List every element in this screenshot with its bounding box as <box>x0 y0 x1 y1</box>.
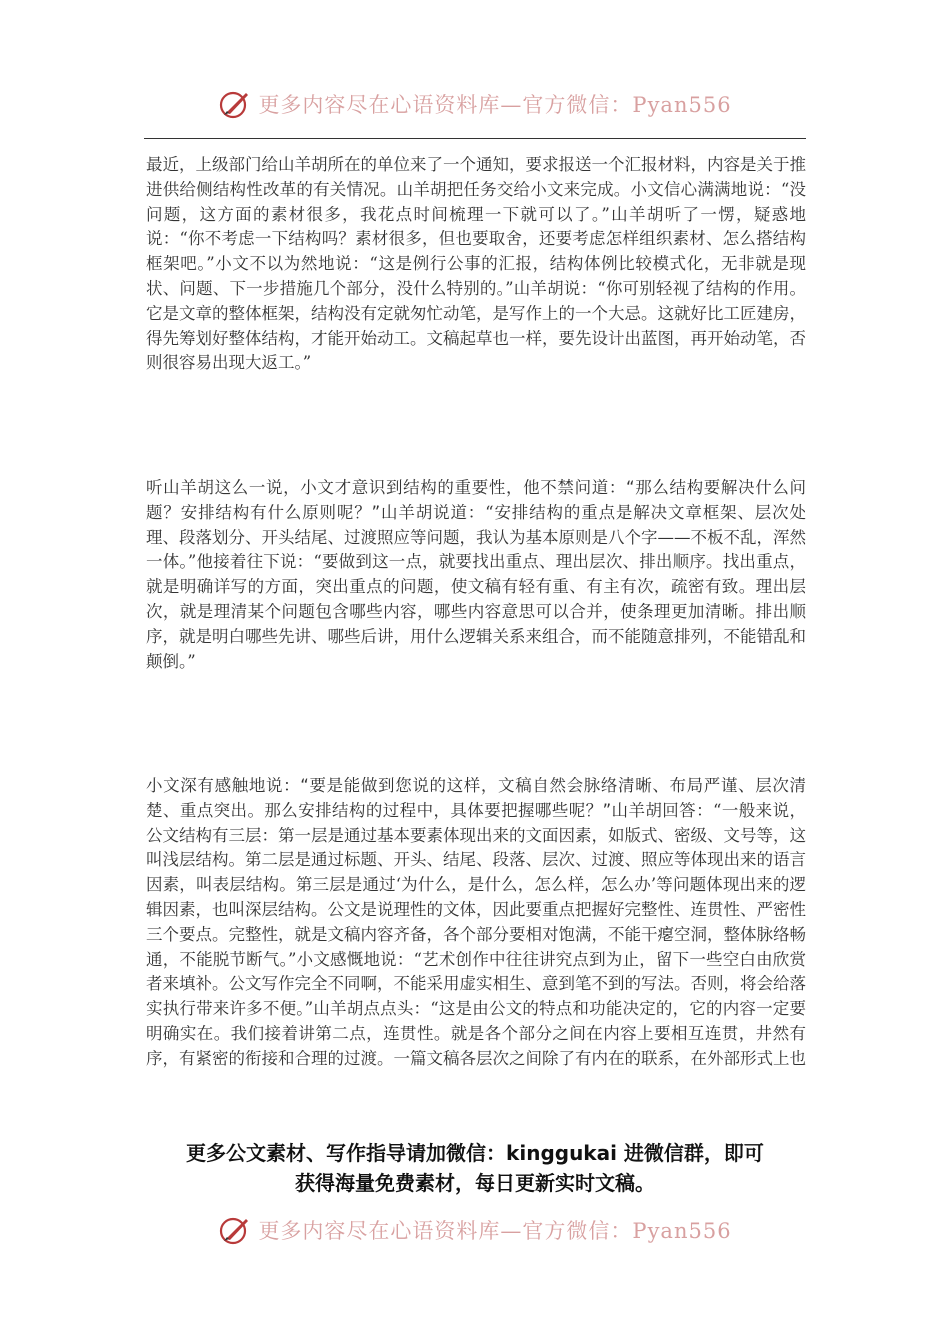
header-divider <box>144 138 806 139</box>
article-paragraph-3 <box>146 774 806 1072</box>
paragraph-2-lead: 听山羊胡这么一说，小文才意识到结构的重要性，他不禁问道：“那么结构要解决什么问题？安排结构有什么原则呢？” <box>146 478 806 522</box>
footer-banner-text: 更多内容尽在心语资料库—官方微信：Pyan556 <box>258 1219 732 1243</box>
promo-line-2: 获得海量免费素材，每日更新实时文稿。 <box>295 1171 655 1195</box>
promo-line-1: 更多公文素材、写作指导请加微信：kinggukai 进微信群，即可 <box>186 1141 764 1165</box>
article-paragraph-3-block <box>146 774 806 1072</box>
article-paragraph-1: 最近，上级部门给山羊胡所在的单位来了一个通知，要求报送一个汇报材料，内容是关于推进供给侧结构性改革的有关情况。山羊胡把任务交给小文来完成。小文信心满满地说：“没问题，这方面的素材很多，我花点时间梳理一下就可以了。”山羊胡听了一愣，疑惑地说：“你不考虑一下结构吗？素材很多，但也要取舍，还要考虑怎样组织素材、怎么搭结构框架吧。”小文不以为然地说：“这是例行公事的汇报，结构体例比较模式化，无非就是现状、问题、下一步措施几个部分，没什么特别的。”山羊胡说：“你可别轻视了结构的作用。它是文章的整体框架，结构没有定就匆忙动笔，是写作上的一个大忌。这就好比工匠建房，得先筹划好整体结构，才能开始动工。文稿起草也一样，要先设计出蓝图，再开始动笔，否则很容易出现大返工。” <box>146 155 806 373</box>
promo-notice <box>100 1138 850 1198</box>
quill-pen-logo-icon <box>218 87 252 121</box>
paragraph-3-lead: 小文深有感触地说：“要是能做到您说的这样，文稿自然会脉络清晰、布局严谨、层次清楚、重点突出。那么安排结构的过程中，具体要把握哪些呢？” <box>146 776 806 820</box>
header-banner-text: 更多内容尽在心语资料库—官方微信：Pyan556 <box>258 93 732 117</box>
article-paragraph-1-block <box>146 153 806 376</box>
paragraph-2-rest: 山羊胡说道：“安排结构的重点是解决文章框架、层次处理、段落划分、开头结尾、过渡照应等问题，我认为基本原则是八个字——不板不乱，浑然一体。”他接着往下说：“要做到这一点，就要找出重点、理出层次、排出顺序。找出重点，就是明确详写的方面，突出重点的问题，使文稿有轻有重、有主有次，疏密有致。理出层次，就是理清某个问题包含哪些内容，哪些内容意思可以合并，使条理更加清晰。排出顺序，就是明白哪些先讲、哪些后讲，用什么逻辑关系来组合，而不能随意排列，不能错乱和颠倒。” <box>146 502 806 671</box>
article-paragraph-2 <box>146 476 806 674</box>
header-banner <box>0 84 950 124</box>
paragraph-3-rest: 山羊胡回答：“一般来说，公文结构有三层：第一层是通过基本要素体现出来的文面因素，如版式、密级、文号等，这叫浅层结构。第二层是通过标题、开头、结尾、段落、层次、过渡、照应等体现出来的语言因素，叫表层结构。第三层是通过‘为什么，是什么，怎么样，怎么办’等问题体现出来的逻辑因素，也叫深层结构。公文是说理性的文体，因此要重点把握好完整性、连贯性、严密性三个要点。完整性，就是文稿内容齐备，各个部分要相对饱满，不能干瘪空洞，整体脉络畅通，不能脱节断气。”小文感慨地说：“艺术创作中往往讲究点到为止，留下一些空白由欣赏者来填补。公文写作完全不同啊，不能采用虚实相生、意到笔不到的写法。否则，将会给落实执行带来许多不便。”山羊胡点点头：“这是由公文的特点和功能决定的，它的内容一定要明确实在。我们接着讲第二点，连贯性。就是各个部分之间在内容上要相互连贯，井然有序，有紧密的衔接和合理的过渡。一篇文稿各层次之间除了有内在的联系，在外部形式上也 <box>146 800 806 1068</box>
article-paragraph-2-block <box>146 476 806 674</box>
footer-banner <box>0 1210 950 1250</box>
quill-pen-logo-icon <box>218 1213 252 1247</box>
